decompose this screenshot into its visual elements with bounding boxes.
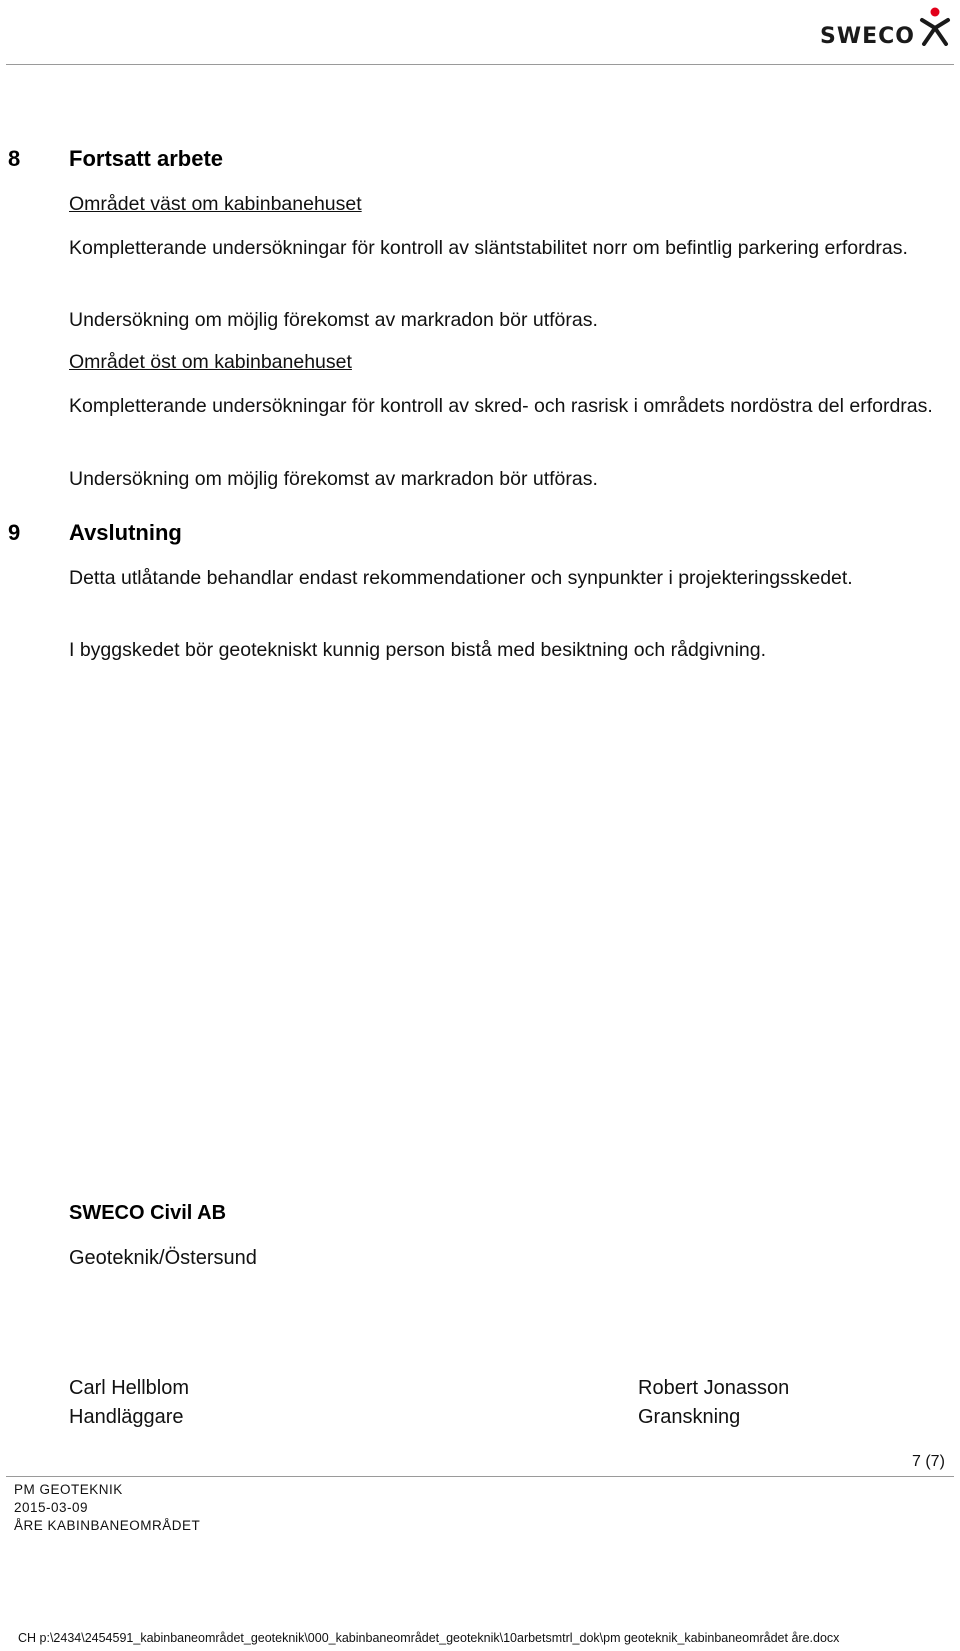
paragraph-east-2: Undersökning om möjlig förekomst av markradon bör utföras. (69, 468, 598, 490)
section-8-title: Fortsatt arbete (69, 146, 224, 171)
subheading-west: Området väst om kabinbanehuset (69, 193, 362, 215)
department: Geoteknik/Östersund (69, 1247, 257, 1269)
logo-text: SWECO (820, 24, 915, 49)
sweco-figure-icon (918, 6, 952, 46)
signer-left-name: Carl Hellblom (69, 1377, 190, 1399)
footer-project: ÅRE KABINBANEOMRÅDET (14, 1518, 201, 1533)
paragraph-west-1: Kompletterande undersökningar för kontroll av släntstabilitet norr om befintlig parkering erfordras. (69, 237, 908, 259)
section-9-title: Avslutning (69, 520, 182, 545)
subheading-east: Området öst om kabinbanehuset (69, 351, 352, 373)
header-rule (6, 64, 954, 65)
paragraph-conclusion-1: Detta utlåtande behandlar endast rekommendationer och synpunkter i projekteringsskedet. (69, 567, 853, 589)
signer-left-role: Handläggare (69, 1406, 184, 1428)
paragraph-east-1: Kompletterande undersökningar för kontroll av skred- och rasrisk i områdets nordöstra del erfordras. (69, 395, 933, 417)
sweco-logo (820, 4, 952, 50)
paragraph-west-2: Undersökning om möjlig förekomst av markradon bör utföras. (69, 309, 598, 331)
section-8-number: 8 (8, 146, 21, 171)
footer-file-path: CH p:\2434\2454591_kabinbaneområdet_geoteknik\000_kabinbaneområdet_geoteknik\10arbetsmtrl_dok\pm geoteknik_kabinbaneområdet åre.docx (18, 1631, 840, 1645)
paragraph-conclusion-2: I byggskedet bör geotekniskt kunnig person bistå med besiktning och rådgivning. (69, 639, 767, 661)
footer-rule (6, 1476, 954, 1477)
signer-right-name: Robert Jonasson (638, 1377, 790, 1399)
signer-right-role: Granskning (638, 1406, 741, 1428)
footer-date: 2015-03-09 (14, 1500, 89, 1515)
section-9-number: 9 (8, 520, 21, 545)
page-number: 7 (7) (912, 1453, 945, 1470)
company-name: SWECO Civil AB (69, 1202, 227, 1224)
footer-doc-type: PM GEOTEKNIK (14, 1482, 123, 1497)
